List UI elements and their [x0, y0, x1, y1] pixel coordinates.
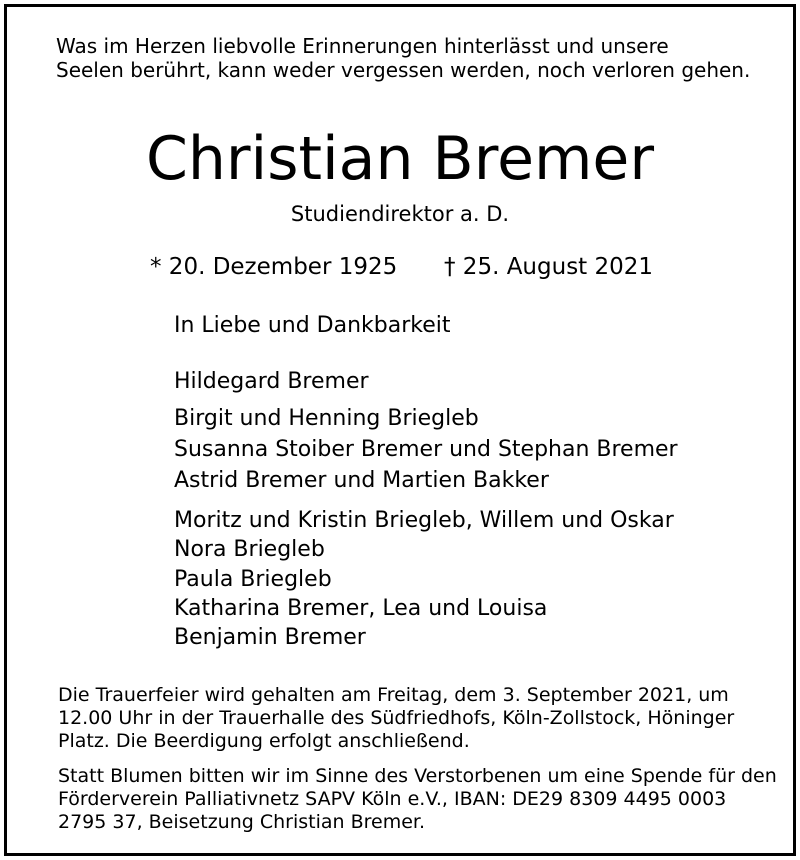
mourner-line: Paula Briegleb [174, 567, 332, 592]
deceased-name: Christian Bremer [145, 124, 655, 194]
dedication-line: In Liebe und Dankbarkeit [174, 313, 451, 338]
mourner-line: Hildegard Bremer [174, 369, 369, 394]
funeral-info-line-1: Die Trauerfeier wird gehalten am Freitag, dem 3. September 2021, um [58, 684, 729, 706]
funeral-info-line-2: 12.00 Uhr in der Trauerhalle des Südfriedhofs, Köln-Zollstock, Höninger [58, 707, 735, 729]
donation-info-line-3: 2795 37, Beisetzung Christian Bremer. [58, 811, 426, 833]
quote-line-2: Seelen berührt, kann weder vergessen werden, noch verloren gehen. [56, 58, 751, 82]
quote-line-1: Was im Herzen liebvolle Erinnerungen hinterlässt und unsere [56, 34, 669, 58]
mourner-line: Birgit und Henning Briegleb [174, 406, 479, 431]
birth-date: * 20. Dezember 1925 [150, 254, 398, 280]
mourner-line: Astrid Bremer und Martien Bakker [174, 468, 549, 493]
mourner-line: Benjamin Bremer [174, 625, 366, 650]
deceased-title: Studiendirektor a. D. [290, 202, 510, 226]
funeral-info-line-3: Platz. Die Beerdigung erfolgt anschließend. [58, 730, 470, 752]
mourner-line: Moritz und Kristin Briegleb, Willem und Oskar [174, 508, 674, 533]
mourner-line: Katharina Bremer, Lea und Louisa [174, 596, 548, 621]
donation-info-line-2: Förderverein Palliativnetz SAPV Köln e.V., IBAN: DE29 8309 4495 0003 [58, 788, 727, 810]
death-date: † 25. August 2021 [444, 254, 654, 280]
donation-info-line-1: Statt Blumen bitten wir im Sinne des Verstorbenen um eine Spende für den [58, 765, 777, 787]
mourner-line: Nora Briegleb [174, 537, 325, 562]
mourner-line: Susanna Stoiber Bremer und Stephan Bremer [174, 437, 678, 462]
